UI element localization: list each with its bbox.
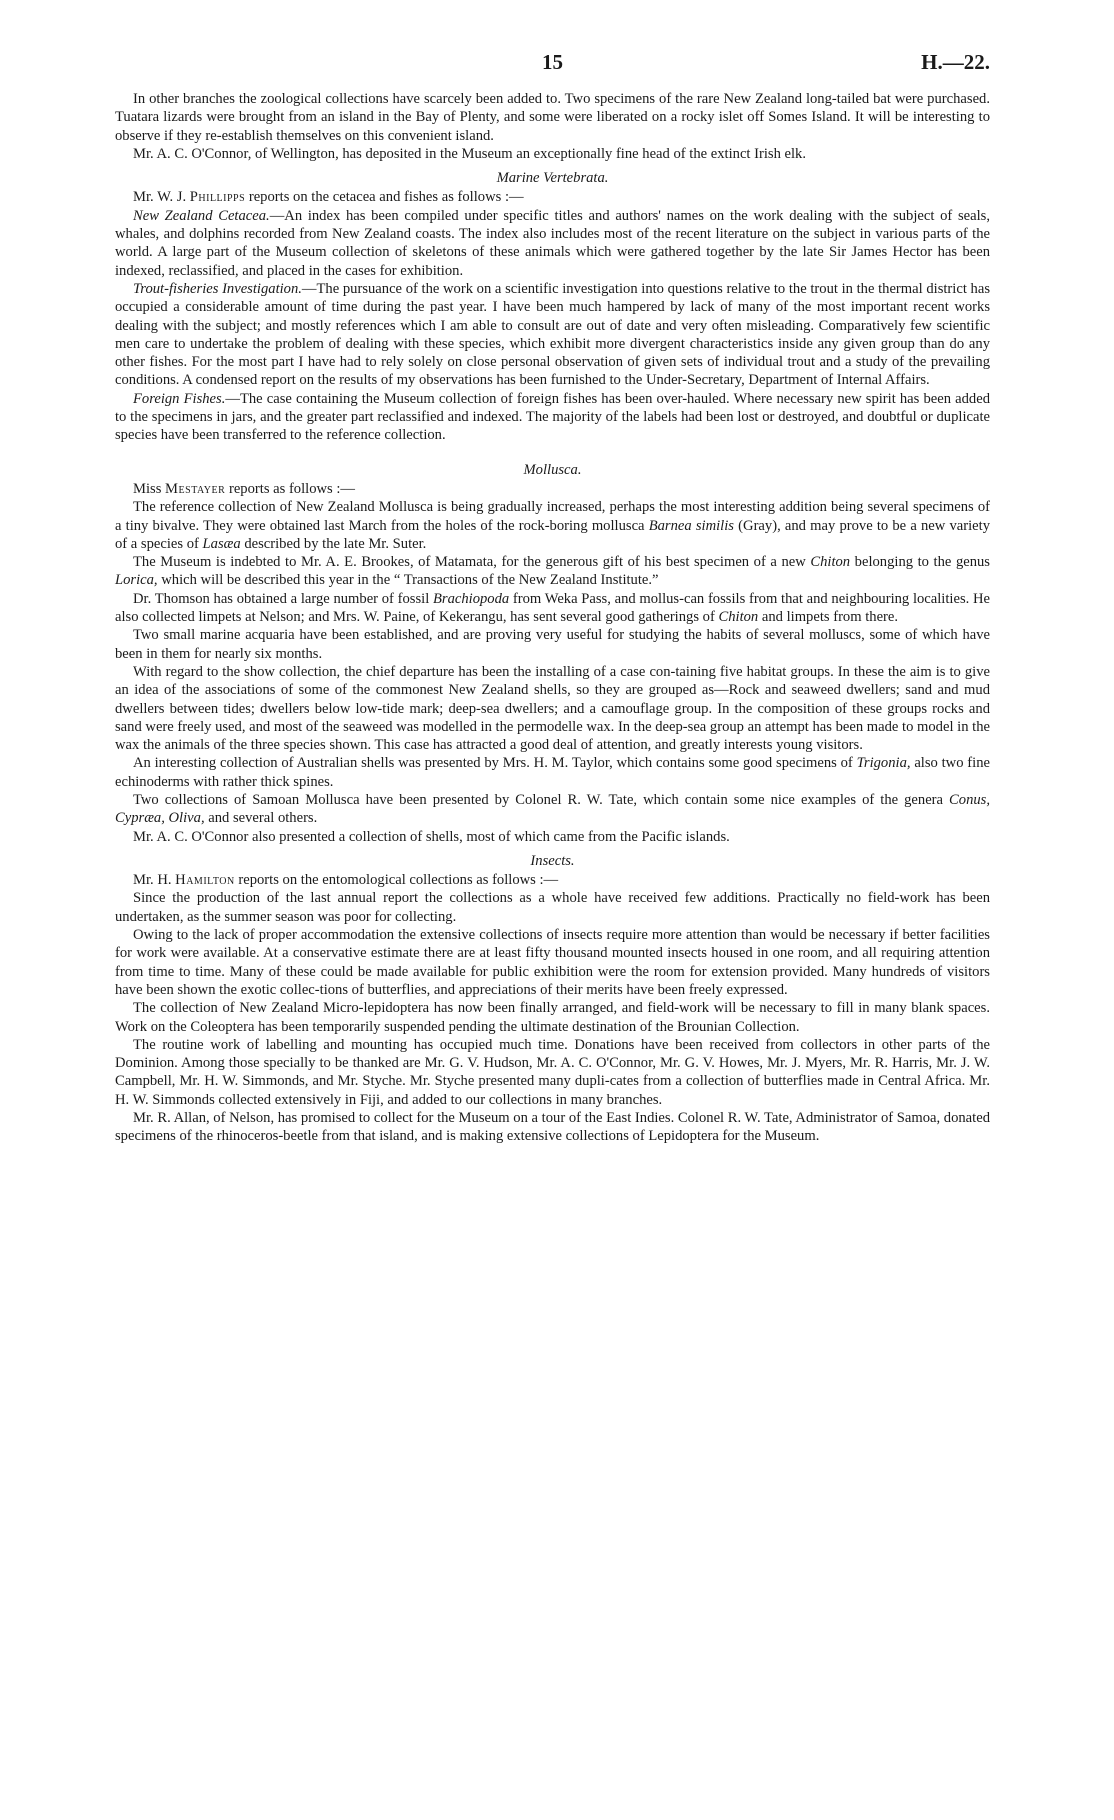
paragraph-australian-shells — [115, 754, 990, 791]
subsection-title: New Zealand Cetacea. — [133, 207, 270, 224]
paragraph-brookes-gift — [115, 553, 990, 590]
paragraph-show-collection: With regard to the show collection, the chief departure has been the installing of a case con-taining five habitat groups. In these the aim is to give an idea of the associations of some of the commonest New Zealand shells, so they are grouped as—Rock and seaweed dwellers; sand and mud dwellers between tides; dwellers below low-tide mark; deep-sea dwellers; and a camouflage group. In the composition of these groups rocks and sand were freely used, and most of the seaweed was modelled in the permodelle wax. In the deep-sea group an attempt has been made to model in the wax the animals of the three species shown. This case has attracted a good deal of attention, and greatly interests young visitors. — [115, 663, 990, 754]
text-run: from Weka Pass, and mollus-can fossils from that and neighbouring localities. He also collected limpets at Nelson; and Mrs. W. Paine, of Kekerangu, has sent several good gatherings of — [115, 590, 990, 626]
text-run: and limpets from there. — [761, 609, 899, 626]
paragraph-reference-collection — [115, 498, 990, 553]
paragraph-micro-lepidoptera: The collection of New Zealand Micro-lepidoptera has now been finally arranged, and field-work will be necessary to fill in many blank spaces. Work on the Coleoptera has been temporarily suspended pending the ultimate destination of the Brounian Collection. — [115, 1000, 990, 1035]
reporter-name: Phillipps — [189, 189, 246, 206]
document-reference: H.—22. — [921, 50, 990, 74]
text-run: An interesting collection of Australian shells was presented by Mrs. H. M. Taylor, which contains some good specimens of — [133, 755, 853, 772]
text-run: and several others. — [208, 810, 318, 827]
page-header — [115, 50, 990, 90]
text-run: also two fine echinoderms with rather thick spines. — [115, 755, 990, 790]
section-heading-insects: Insects. — [530, 852, 575, 869]
page-number: 15 — [542, 50, 563, 74]
reporter-suffix: reports on the entomological collections as follows :— — [238, 872, 559, 889]
species-name: Brachiopoda — [432, 590, 510, 607]
species-name: Lasæa — [202, 535, 241, 552]
paragraph-cetacea — [115, 207, 990, 280]
species-name: Conus, Cypræa, Oliva, — [115, 791, 990, 827]
paragraph-text: —An index has been compiled under specific titles and authors' names on the work dealing with the subject of seals, whales, and dolphins recorded from New Zealand coasts. The index also includes most of the recent literature on the subject in various parts of the world. A large part of the Museum collection of skeletons of these animals which were gathered together by the late Sir James Hector has been indexed, reclassified, and placed in the cases for exhibition. — [115, 207, 991, 279]
text-run: Two collections of Samoan Mollusca have been presented by Colonel R. W. Tate, which contain some nice examples of the genera — [133, 791, 944, 808]
reporter-suffix: reports as follows :— — [228, 480, 356, 497]
paragraph-acquaria: Two small marine acquaria have been established, and are proving very useful for studying the habits of several molluscs, some of which have been in them for nearly six months. — [115, 627, 990, 662]
text-run: The reference collection of New Zealand Mollusca is being gradually increased, perhaps the most interesting addition being several specimens of a tiny bivalve. They were obtained last March from the holes of the rock-boring mollusca — [115, 499, 990, 534]
species-name: Barnea similis — [648, 517, 734, 534]
species-name: Chiton — [810, 554, 851, 571]
paragraph-foreign-fishes — [115, 390, 990, 445]
paragraph-text: —The case containing the Museum collection of foreign fishes has been over-hauled. Where necessary new spirit has been added to the specimens in jars, and the greater part reclassified and indexed. The majority of the labels had been lost or destroyed, and doubtful or duplicate species have been transferred to the reference collection. — [115, 390, 990, 444]
paragraph-thomson-fossils — [115, 590, 990, 627]
text-run: described by the late Mr. Suter. — [244, 535, 427, 552]
insects-reporter-line — [115, 871, 990, 889]
mollusca-reporter-line — [115, 480, 990, 498]
text-run: Dr. Thomson has obtained a large number of fossil — [133, 590, 430, 607]
species-name: Lorica, — [115, 572, 158, 589]
intro-paragraph-irish-elk: Mr. A. C. O'Connor, of Wellington, has deposited in the Museum an exceptionally fine head of the extinct Irish elk. — [133, 145, 806, 162]
text-run: belonging to the genus — [854, 554, 990, 571]
section-heading-marine-vertebrata: Marine Vertebrata. — [496, 170, 609, 187]
reporter-prefix: Mr. H. — [133, 872, 172, 889]
paragraph-allan-tate: Mr. R. Allan, of Nelson, has promised to collect for the Museum on a tour of the East Indies. Colonel R. W. Tate, Administrator of Samoa, donated specimens of the rhinoceros-beetle from that island, and is making extensive collections of Lepidoptera for the Museum. — [115, 1110, 990, 1145]
paragraph-text: —The pursuance of the work on a scientific investigation into questions relative to the trout in the thermal district has occupied a considerable amount of time during the past year. I have been much hampered by lack of many of the most important recent works dealing with the subject; and mostly references which I am able to consult are out of date and very often misleading. Comparatively few scientific men care to undertake the problem of dealing with these species, which exhibit more divergent characteristics inside any given group than do any other fishes. For the most part I have had to rely solely on close personal observation of given sets of individual trout and a study of the prevailing conditions. A condensed report on the results of my observations has been furnished to the Under-Secretary, Department of Internal Affairs. — [115, 280, 990, 389]
reporter-prefix: Miss — [133, 480, 162, 497]
paragraph-few-additions: Since the production of the last annual report the collections as a whole have received few additions. Practically no field-work has been undertaken, as the summer season was poor for collecting. — [115, 890, 990, 925]
document-page — [115, 50, 990, 1146]
subsection-title: Foreign Fishes. — [133, 390, 226, 407]
reporter-suffix: reports on the cetacea and fishes as follows :— — [248, 189, 524, 206]
text-run: The Museum is indebted to Mr. A. E. Brookes, of Matamata, for the generous gift of his best specimen of a new — [133, 554, 806, 571]
section-heading-mollusca: Mollusca. — [523, 461, 582, 478]
reporter-name: Hamilton — [175, 872, 235, 889]
species-name: Chiton — [718, 609, 759, 626]
paragraph-oconnor-shells: Mr. A. C. O'Connor also presented a collection of shells, most of which came from the Pacific islands. — [133, 828, 730, 845]
text-run: (Gray), and may prove to be a new variety of a species of — [115, 517, 990, 552]
species-name: Trigonia, — [856, 755, 911, 772]
marine-reporter-line — [115, 188, 990, 206]
intro-paragraph-zoological: In other branches the zoological collections have scarcely been added to. Two specimens of the rare New Zealand long-tailed bat were purchased. Tuatara lizards were brought from an island in the Bay of Plenty, and some were liberated on a rocky islet off Somes Island. It will be interesting to observe if they re-establish themselves on this convenient island. — [115, 91, 990, 144]
reporter-name: Mestayer — [165, 480, 226, 497]
reporter-prefix: Mr. W. J. — [133, 189, 187, 206]
paragraph-donations: The routine work of labelling and mounting has occupied much time. Donations have been received from collectors in other parts of the Dominion. Among those specially to be thanked are Mr. G. V. Hudson, Mr. A. C. O'Connor, Mr. G. V. Howes, Mr. J. Myers, Mr. R. Harris, Mr. J. W. Campbell, Mr. H. W. Simmonds, and Mr. Styche. Mr. Styche presented many dupli-cates from a collection of butterflies made in Central Africa. Mr. H. W. Simmonds collected extensively in Fiji, and added to our collections in many branches. — [115, 1036, 990, 1108]
subsection-title: Trout-fisheries Investigation. — [133, 280, 302, 297]
paragraph-samoan-mollusca — [115, 791, 990, 828]
paragraph-accommodation: Owing to the lack of proper accommodation the extensive collections of insects require more attention than would be necessary if better facilities for work were available. At a conservative estimate there are at least fifty thousand mounted insects housed in one room, and all requiring attention from time to time. Many of these could be made available for public exhibition were the room for extension provided. Many hundreds of visitors have been shown the exotic collec-tions of butterflies, and appreciations of their merits have been freely expressed. — [115, 927, 990, 998]
text-run: which will be described this year in the “ Transactions of the New Zealand Institute.” — [161, 572, 659, 589]
paragraph-trout-fisheries — [115, 280, 990, 390]
